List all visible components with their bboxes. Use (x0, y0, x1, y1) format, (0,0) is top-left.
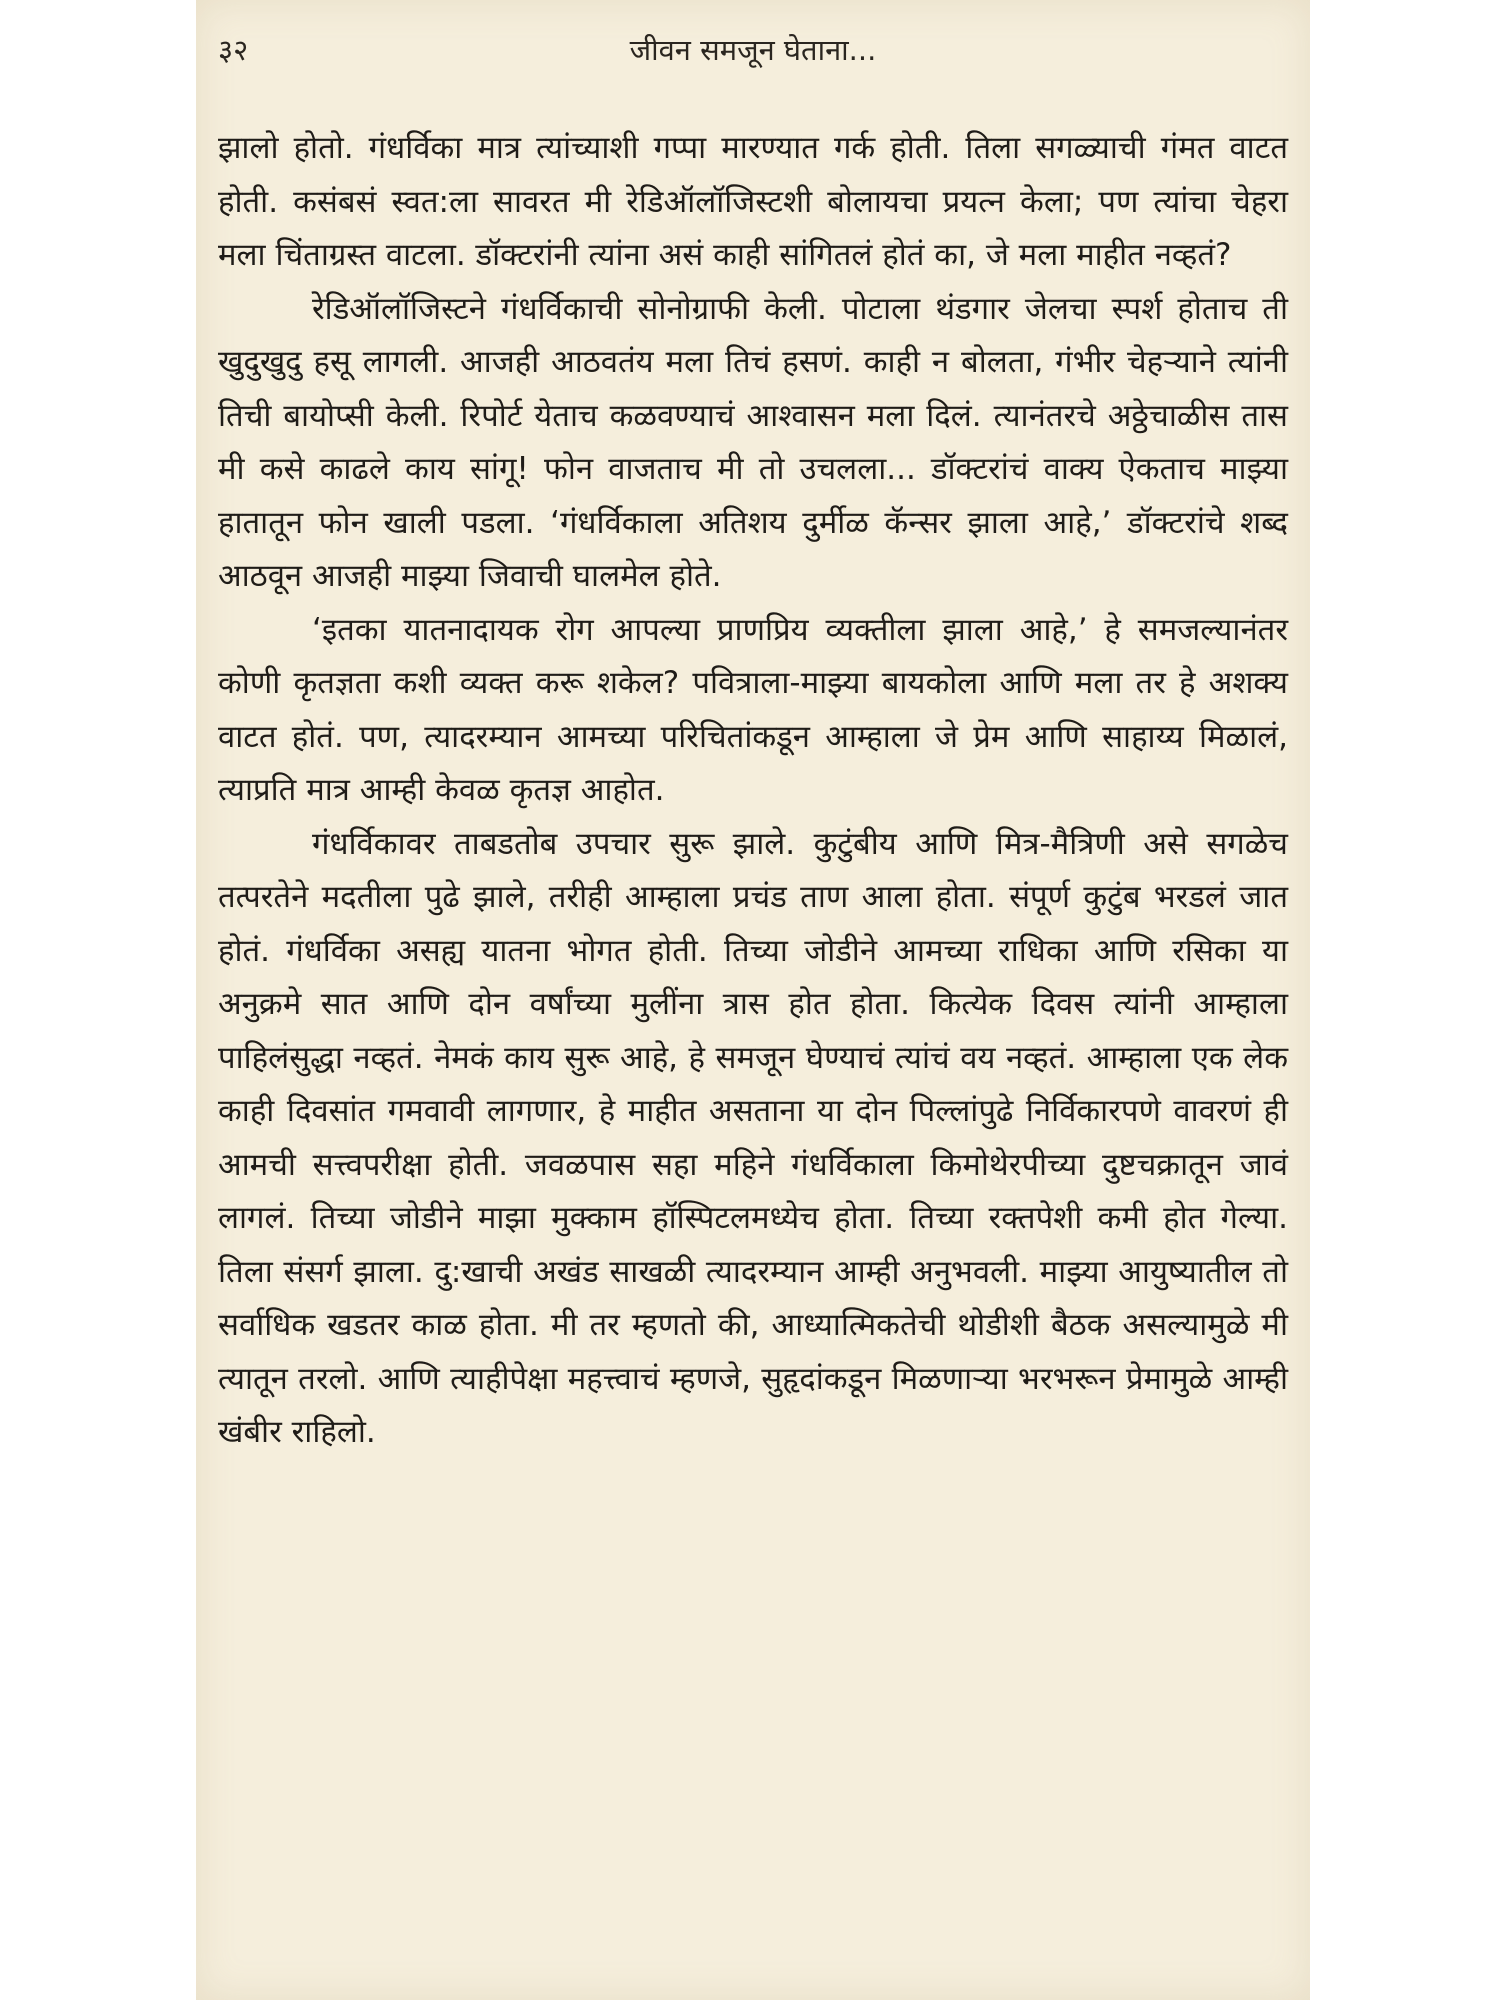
running-title: जीवन समजून घेताना... (629, 33, 877, 67)
paragraph-1: झालो होतो. गंधर्विका मात्र त्यांच्याशी गप्पा मारण्यात गर्क होती. तिला सगळ्याची गंमत वाटत होती. कसंबसं स्वत:ला सावरत मी रेडिऑलॉजिस्टशी बोलायचा प्रयत्न केला; पण त्यांचा चेहरा मला चिंताग्रस्त वाटला. डॉक्टरांनी त्यांना असं काही सांगितलं होतं का, जे मला माहीत नव्हतं? (218, 130, 1288, 273)
paragraph-4: गंधर्विकावर ताबडतोब उपचार सुरू झाले. कुटुंबीय आणि मित्र-मैत्रिणी असे सगळेच तत्परतेने मदतीला पुढे झाले, तरीही आम्हाला प्रचंड ताण आला होता. संपूर्ण कुटुंब भरडलं जात होतं. गंधर्विका असह्य यातना भोगत होती. तिच्या जोडीने आमच्या राधिका आणि रसिका या अनुक्रमे सात आणि दोन वर्षांच्या मुलींना त्रास होत होता. कित्येक दिवस त्यांनी आम्हाला पाहिलंसुद्धा नव्हतं. नेमकं काय सुरू आहे, हे समजून घेण्याचं त्यांचं वय नव्हतं. आम्हाला एक लेक काही दिवसांत गमवावी लागणार, हे माहीत असताना या दोन पिल्लांपुढे निर्विकारपणे वावरणं ही आमची सत्त्वपरीक्षा होती. जवळपास सहा महिने गंधर्विकाला किमोथेरपीच्या दुष्टचक्रातून जावं लागलं. तिच्या जोडीने माझा मुक्काम हॉस्पिटलमध्येच होता. तिच्या रक्तपेशी कमी होत गेल्या. तिला संसर्ग झाला. दु:खाची अखंड साखळी त्यादरम्यान आम्ही अनुभवली. माझ्या आयुष्यातील तो सर्वाधिक खडतर काळ होता. मी तर म्हणतो की, आध्यात्मिकतेची थोडीशी बैठक असल्यामुळे मी त्यातून तरलो. आणि त्याहीपेक्षा महत्त्वाचं म्हणजे, सुहृदांकडून मिळणाऱ्या भरभरून प्रेमामुळे आम्ही खंबीर राहिलो. (218, 825, 1288, 1450)
page-number: ३२ (218, 33, 249, 67)
paragraph-3: ‘इतका यातनादायक रोग आपल्या प्राणप्रिय व्यक्तीला झाला आहे,’ हे समजल्यानंतर कोणी कृतज्ञता कशी व्यक्त करू शकेल? पवित्राला-माझ्या बायकोला आणि मला तर हे अशक्य वाटत होतं. पण, त्यादरम्यान आमच्या परिचितांकडून आम्हाला जे प्रेम आणि साहाय्य मिळालं, त्याप्रति मात्र आम्ही केवळ कृतज्ञ आहोत. (218, 611, 1288, 808)
body-text (218, 122, 1288, 1460)
paragraph-2: रेडिऑलॉजिस्टने गंधर्विकाची सोनोग्राफी केली. पोटाला थंडगार जेलचा स्पर्श होताच ती खुदुखुदु हसू लागली. आजही आठवतंय मला तिचं हसणं. काही न बोलता, गंभीर चेहऱ्याने त्यांनी तिची बायोप्सी केली. रिपोर्ट येताच कळवण्याचं आश्वासन मला दिलं. त्यानंतरचे अठ्ठेचाळीस तास मी कसे काढले काय सांगू! फोन वाजताच मी तो उचलला... डॉक्टरांचं वाक्य ऐकताच माझ्या हातातून फोन खाली पडला. ‘गंधर्विकाला अतिशय दुर्मीळ कॅन्सर झाला आहे,’ डॉक्टरांचे शब्द आठवून आजही माझ्या जिवाची घालमेल होते. (218, 290, 1288, 594)
page-header (218, 24, 1288, 80)
book-page (196, 0, 1310, 2000)
